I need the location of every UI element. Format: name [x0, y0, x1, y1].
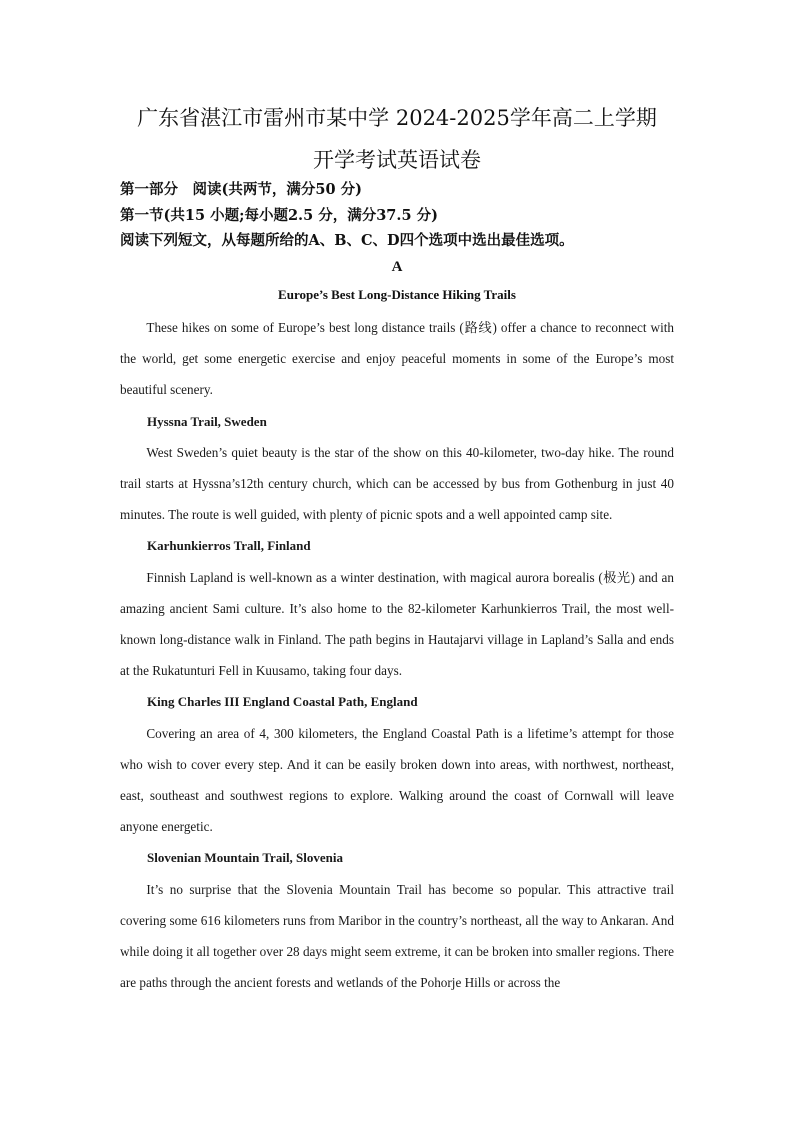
trail-heading: Slovenian Mountain Trail, Slovenia: [147, 850, 344, 866]
section-heading: 第一节(共15 小题;每小题2.5 分，满分37.5 分): [120, 207, 438, 224]
trail-text: Covering an area of 4, 300 kilometers, the England Coastal Path is a lifetime’s attempt for those who wish to cover every step. And it can be easily broken down into areas, with northwest, northeast, east, southeast and southwest regions to explore. Walking around the coast of Cornwall will leave anyone energetic.: [120, 725, 674, 835]
trail-text: West Sweden’s quiet beauty is the star of the show on this 40-kilometer, two-day hike. The round trail starts at Hyssna’s12th century church, which can be accessed by bus from Gothenburg in just 40 minutes. The route is well guided, with plenty of picnic spots and a well appointed camp site.: [120, 444, 674, 523]
exam-title-line-1: 广东省湛江市雷州市某中学 2024-2025学年高二上学期: [137, 106, 657, 130]
passage-label: A: [391, 259, 403, 275]
trail-text: Finnish Lapland is well-known as a winter destination, with magical aurora borealis (极光) and an amazing ancient Sami culture. It’s also home to the 82-kilometer Karhunkierros Trail, the most well-known long-distance walk in Finland. The path begins in Hautajarvi village in Lapland’s Salla and ends at the Rukatunturi Fell in Kuusamo, taking four days.: [120, 569, 674, 679]
trail-heading: Karhunkierros Trall, Finland: [147, 538, 311, 554]
trail-heading: King Charles III England Coastal Path, England: [147, 694, 418, 710]
passage-title: Europe’s Best Long-Distance Hiking Trails: [278, 287, 516, 302]
exam-title-line-2: 开学考试英语试卷: [313, 148, 481, 172]
passage-intro: These hikes on some of Europe’s best long distance trails (路线) offer a chance to reconnect with the world, get some energetic exercise and enjoy peaceful moments in some of the Europe’s most beautiful scenery.: [120, 320, 674, 398]
part-heading: 第一部分 阅读(共两节，满分50 分): [120, 181, 362, 198]
passage-body: [120, 312, 674, 998]
trail-text: It’s no surprise that the Slovenia Mountain Trail has become so popular. This attractive trail covering some 616 kilometers runs from Maribor in the country’s northeast, all the way to Ankaran. And while doing it all together over 28 days might seem extreme, it can be broken into smaller regions. There are paths through the ancient forests and wetlands of the Pohorje Hills or across the: [120, 881, 674, 991]
instruction-text: 阅读下列短文，从每题所给的A、B、C、D四个选项中选出最佳选项。: [120, 232, 574, 249]
trail-heading: Hyssna Trail, Sweden: [147, 413, 267, 429]
